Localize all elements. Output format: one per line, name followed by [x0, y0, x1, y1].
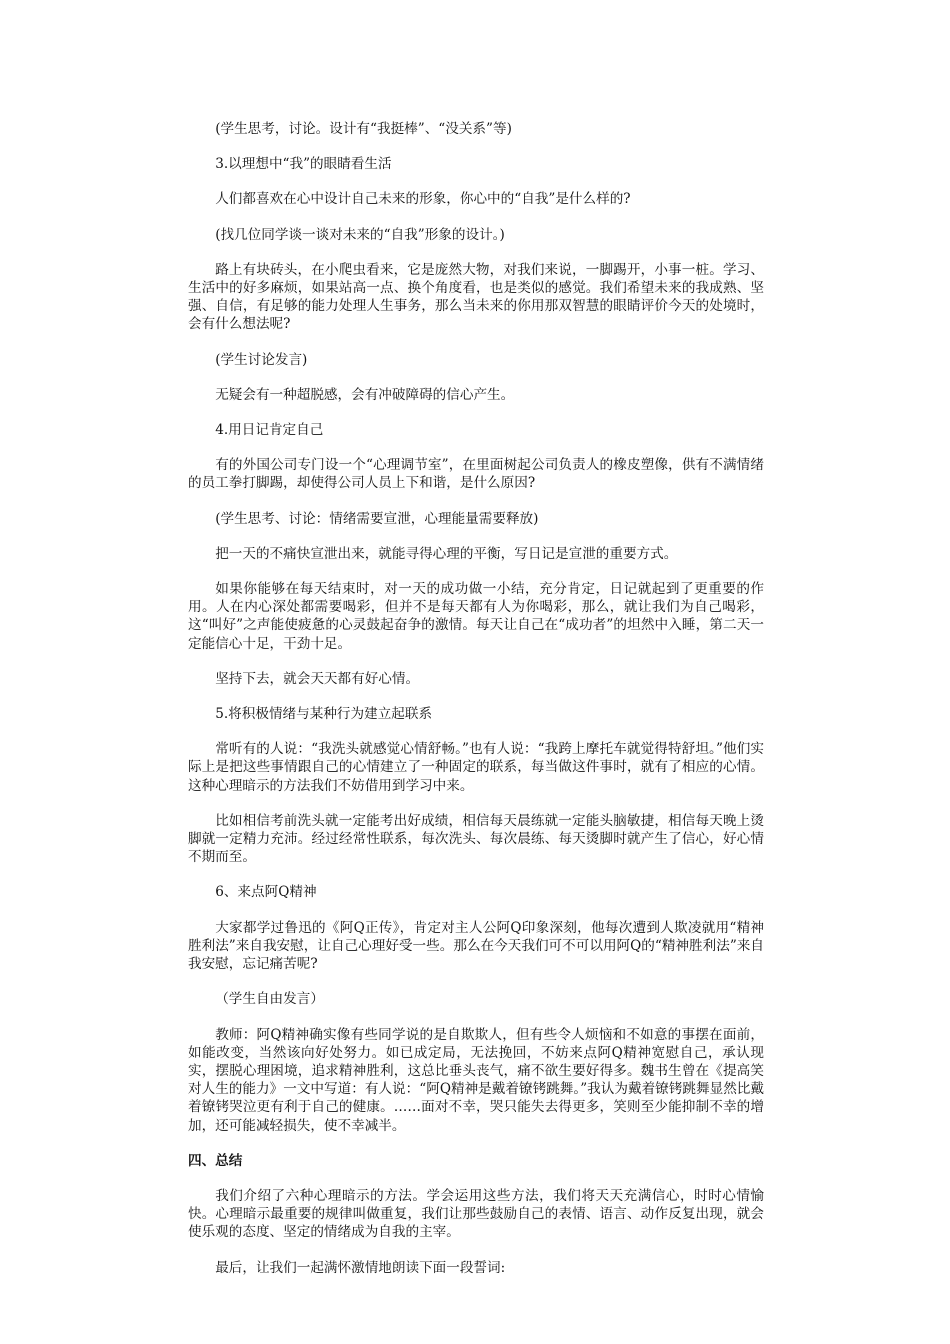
paragraph-diary-venting: 把一天的不痛快宣泄出来，就能寻得心理的平衡，写日记是宣泄的重要方式。: [215, 545, 678, 562]
paragraph-free-speech: （学生自由发言）: [215, 991, 324, 1008]
subheading-behavior-link: 5.将积极情绪与某种行为建立起联系: [215, 706, 433, 723]
paragraph-student-design: (找几位同学谈一谈对未来的“自我”形象的设计。): [215, 226, 505, 243]
paragraph-habit-mood: 常听有的人说：“我洗头就感觉心情舒畅。”也有人说：“我跨上摩托车就觉得特舒坦。”他们实际上是把这些事情跟自己的心情建立了一种固定的联系，每当做这件事时，就有了相应的心情。这种心理暗示的方法我们不妨借用到学习中来。: [188, 741, 764, 794]
paragraph-oath-intro: 最后，让我们一起满怀激情地朗读下面一段誓词:: [215, 1259, 506, 1276]
paragraph-brick-analogy: 路上有块砖头，在小爬虫看来，它是庞然大物，对我们来说，一脚踢开，小事一桩。学习、生活中的好多麻烦，如果站高一点、换个角度看，也是类似的感觉。我们希望未来的我成熟、坚强、自信，有足够的能力处理人生事务，那么当未来的你用那双智慧的眼睛评价今天的处境时，会有什么想法呢?: [188, 261, 764, 333]
document-body: [188, 120, 764, 1277]
paragraph-self-cheer: 如果你能够在每天结束时，对一天的成功做一小结，充分肯定，日记就起到了更重要的作用。人在内心深处都需要喝彩，但并不是每天都有人为你喝彩，那么，就让我们为自己喝彩，这“叫好”之声能使疲惫的心灵鼓起奋争的激情。每天让自己在“成功者”的坦然中入睡，第二天一定能信心十足，干劲十足。: [188, 581, 764, 652]
paragraph-venting-discussion: (学生思考、讨论：情绪需要宣泄，心理能量需要释放): [215, 510, 539, 527]
section-heading-summary: 四、总结: [188, 1152, 243, 1169]
paragraph-summary: 我们介绍了六种心理暗示的方法。学会运用这些方法，我们将天天充满信心，时时心情愉快。心理暗示最重要的规律叫做重复，我们让那些鼓励自己的表情、语言、动作反复出现，就会使乐观的态度、坚定的情绪成为自我的主宰。: [188, 1187, 764, 1241]
paragraph-exam-examples: 比如相信考前洗头就一定能考出好成绩，相信每天晨练就一定能头脑敏捷，相信每天晚上烫脚就一定精力充沛。经过经常性联系，每次洗头、每次晨练、每天烫脚时就产生了信心，好心情不期而至。: [188, 812, 764, 866]
paragraph-student-thinking: (学生思考，讨论。设计有“我挺棒”、“没关系”等): [215, 121, 512, 137]
subheading-ideal-self: 3.以理想中“我”的眼睛看生活: [215, 156, 392, 173]
paragraph-adjustment-room: 有的外国公司专门设一个“心理调节室”，在里面树起公司负责人的橡皮塑像，供有不满情绪的员工拳打脚踢，却使得公司人员上下和谐，是什么原因?: [188, 457, 764, 492]
subheading-ah-q: 6、来点阿Q精神: [215, 884, 317, 901]
paragraph-student-discussion: (学生讨论发言): [215, 351, 308, 368]
paragraph-detachment: 无疑会有一种超脱感，会有冲破障碍的信心产生。: [215, 386, 515, 403]
paragraph-persist: 坚持下去，就会天天都有好心情。: [215, 670, 420, 687]
paragraph-future-self: 人们都喜欢在心中设计自己未来的形象，你心中的“自我”是什么样的?: [215, 191, 631, 208]
paragraph-ah-q-story: 大家都学过鲁迅的《阿Q正传》，肯定对主人公阿Q印象深刻，他每次遭到人欺凌就用“精神胜利法”来自我安慰，让自己心理好受一些。那么在今天我们可不可以用阿Q的“精神胜利法”来自我安慰，忘记痛苦呢?: [188, 919, 764, 973]
paragraph-teacher-comment: 教师：阿Q精神确实像有些同学说的是自欺欺人，但有些令人烦恼和不如意的事摆在面前，如能改变，当然该向好处努力。如已成定局，无法挽回，不妨来点阿Q精神宽慰自己，承认现实，摆脱心理困境，追求精神胜利，这总比垂头丧气，痛不欲生要好得多。魏书生曾在《提高笑对人生的能力》一文中写道：有人说：“阿Q精神是戴着镣铐跳舞。”我认为戴着镣铐跳舞显然比戴着镣铐哭泣更有利于自己的健康。……面对不幸，哭只能失去得更多，笑则至少能抑制不幸的增加，还可能减轻损失，使不幸减半。: [188, 1026, 764, 1134]
subheading-diary: 4.用日记肯定自己: [215, 422, 324, 439]
